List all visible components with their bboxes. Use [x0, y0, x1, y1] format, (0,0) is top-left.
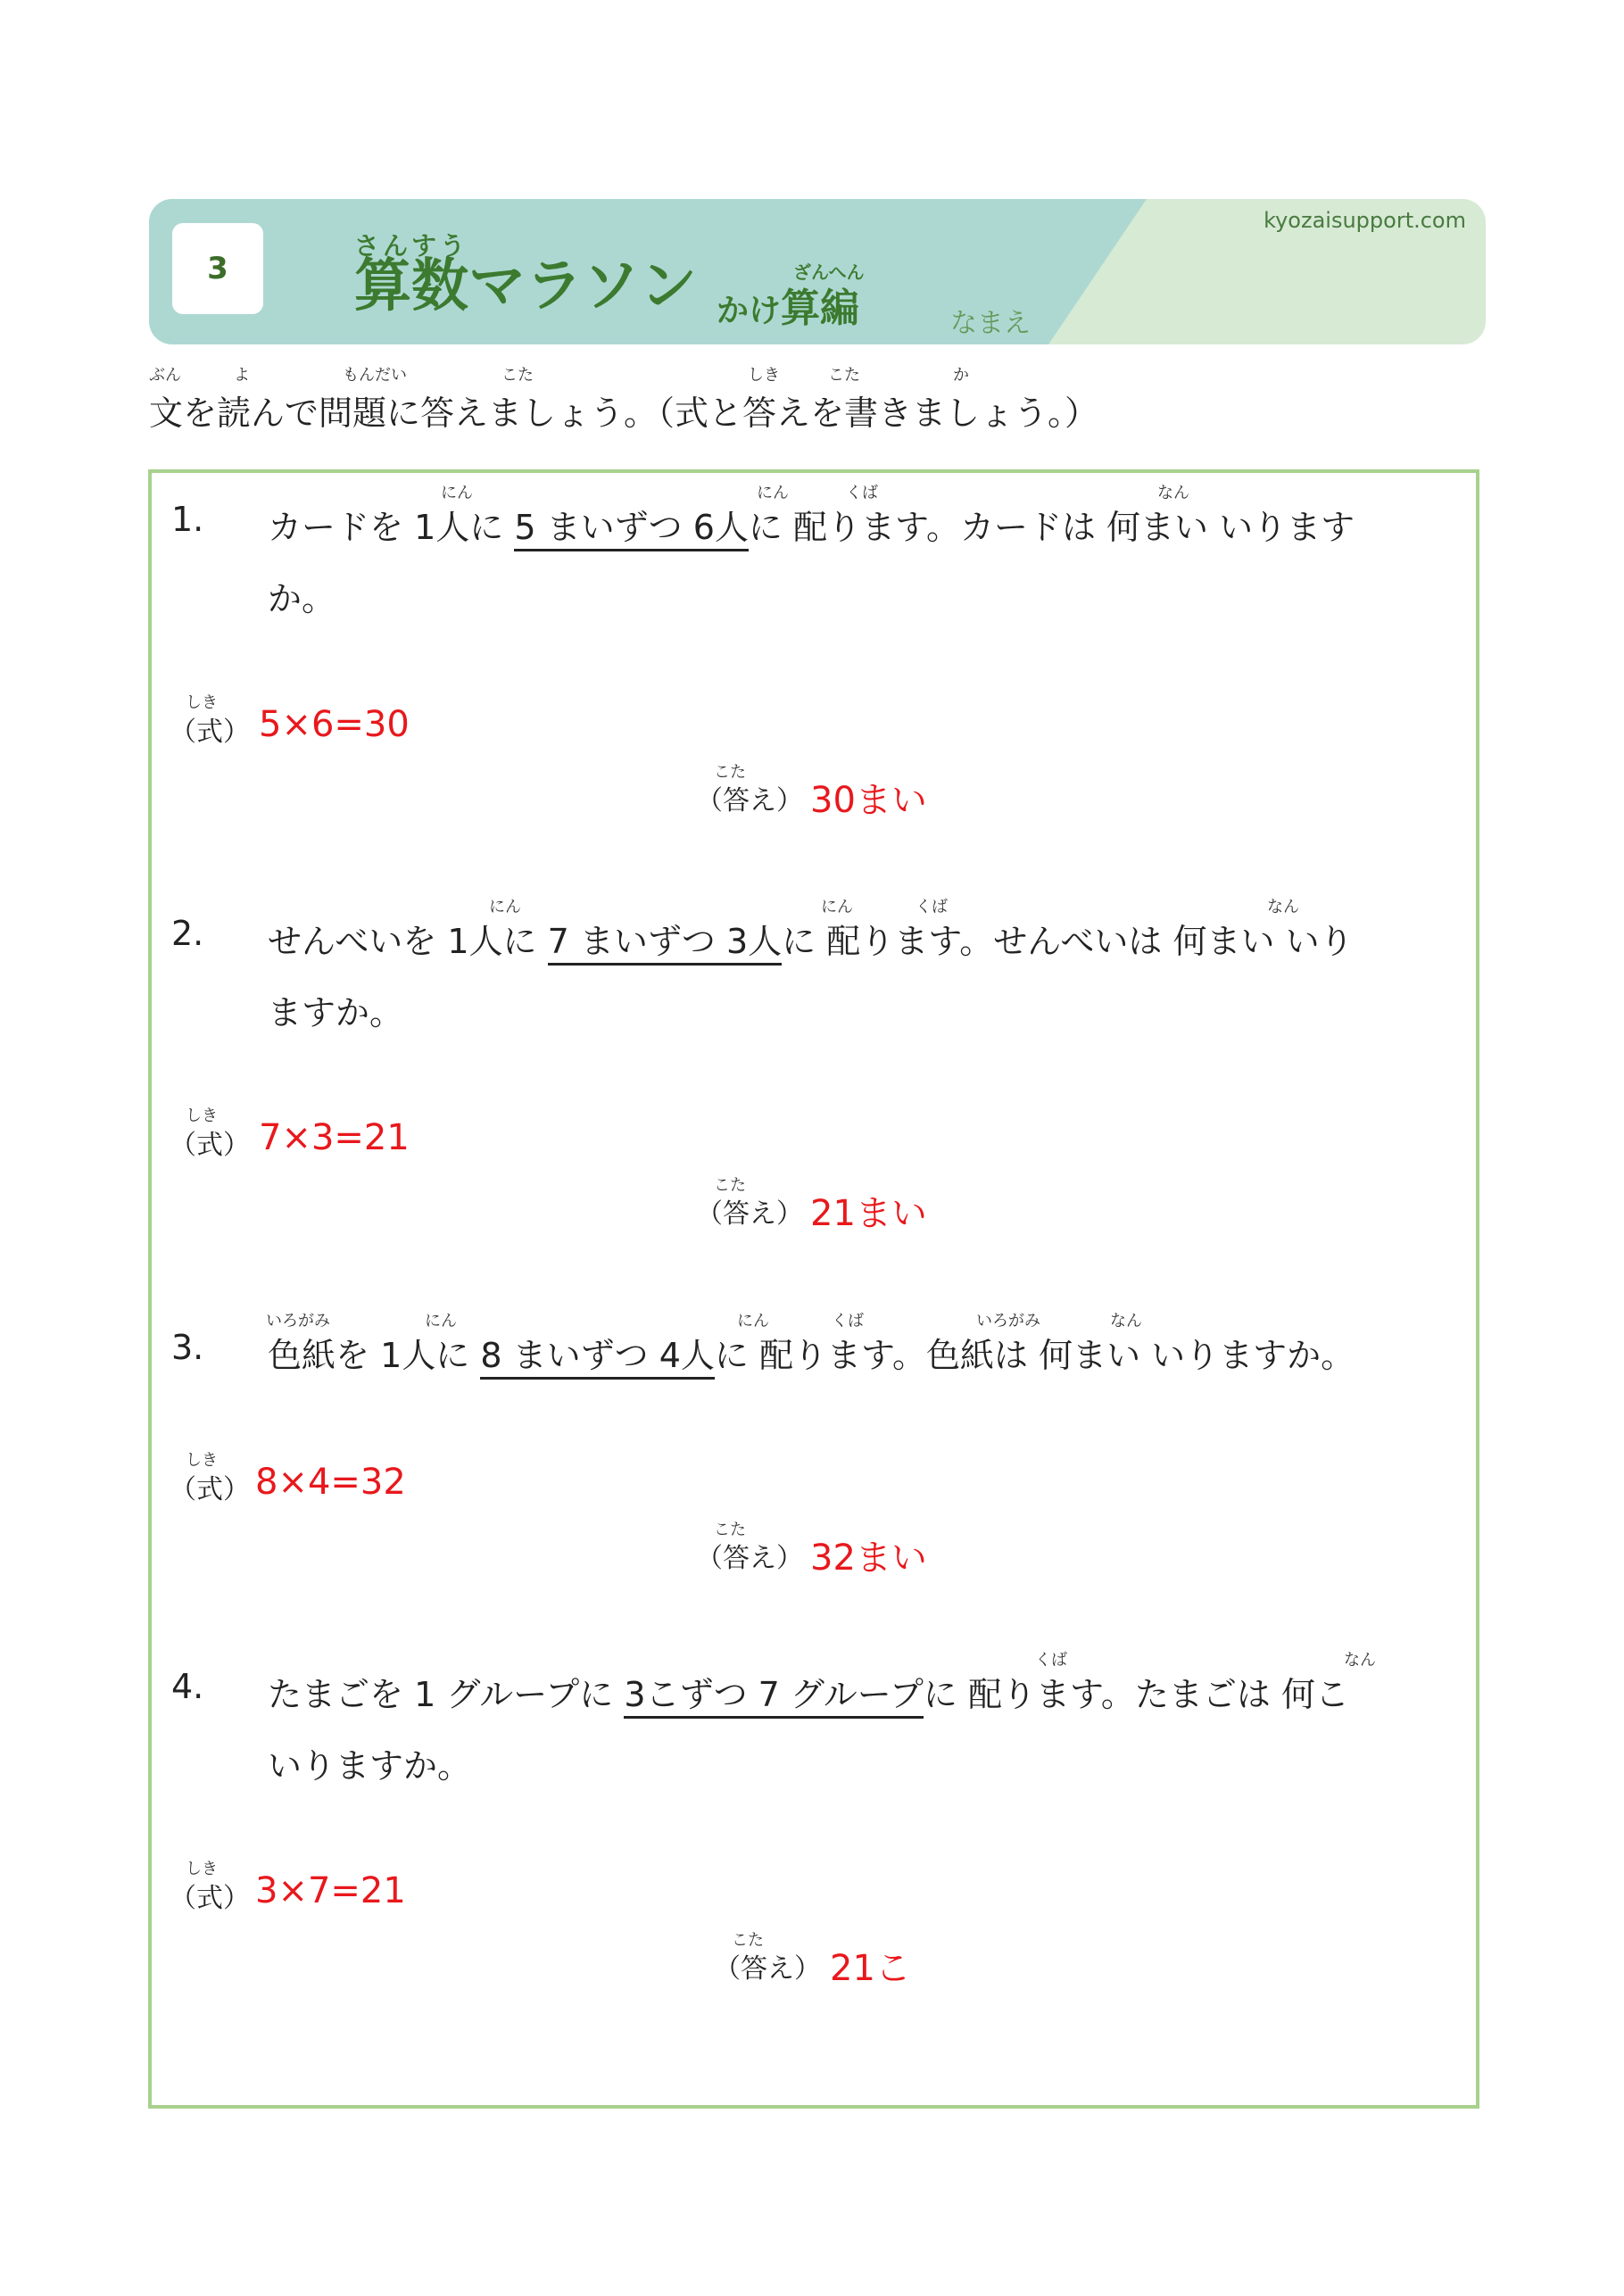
ruby-irogami: いろがみ — [266, 1312, 330, 1330]
question-text-line2: いりますか。 — [268, 1746, 472, 1786]
answer-value: 21こ — [830, 1948, 911, 1989]
ruby-nin: にん — [489, 898, 521, 916]
formula-answer: 3×7=21 — [255, 1870, 406, 1911]
shiki-ruby: しき — [186, 1451, 218, 1470]
page-title: 算数マラソン — [354, 253, 697, 319]
kotae-ruby: こた — [714, 1521, 746, 1539]
ruby-nin: にん — [441, 484, 473, 502]
answer-value: 32まい — [810, 1538, 927, 1579]
instruction-ruby: ぶん — [149, 366, 181, 385]
kotae-label: （答え） — [696, 1198, 803, 1230]
question-text: 色紙を 1人に 8 まいずつ 4人に 配ります。色紙は 何まい いりますか。 — [268, 1328, 1355, 1377]
underlined-amount: 5 まいずつ — [514, 508, 692, 551]
answer-value: 21まい — [810, 1193, 927, 1234]
instruction-ruby: よ — [234, 366, 250, 385]
question-number: 3. — [171, 1328, 204, 1367]
ruby-irogami: いろがみ — [976, 1312, 1040, 1330]
question-text: たまごを 1 グループに 3こずつ 7 グループに 配ります。たまごは 何こ — [268, 1667, 1349, 1716]
underlined-people: 6人 — [693, 508, 749, 551]
shiki-ruby: しき — [186, 693, 218, 712]
subtitle-main: 算編 — [781, 286, 860, 331]
subtitle-ruby: ざんへん — [793, 261, 865, 283]
title-ruby: さんすう — [354, 231, 469, 261]
kotae-label: （答え） — [714, 1953, 821, 1985]
instruction-ruby: こた — [501, 366, 534, 385]
instruction-text: 文を読んで問題に答えましょう。（式と答えを書きましょう。） — [149, 394, 1099, 433]
underlined-amount: 3こずつ — [624, 1675, 758, 1719]
shiki-ruby: しき — [186, 1107, 218, 1125]
ruby-nan: なん — [1157, 484, 1189, 502]
question-number: 4. — [171, 1667, 204, 1706]
shiki-ruby: しき — [186, 1860, 218, 1878]
ruby-nin: にん — [737, 1312, 769, 1330]
site-url: kyozaisupport.com — [1264, 208, 1466, 233]
answer-value: 30まい — [810, 780, 927, 821]
question-text-line2: か。 — [268, 579, 336, 618]
instruction-ruby: しき — [748, 366, 780, 385]
kotae-ruby: こた — [714, 763, 746, 782]
ruby-nan: なん — [1110, 1312, 1142, 1330]
kotae-label: （答え） — [696, 1543, 803, 1574]
underlined-groups: 7 グループ — [758, 1675, 924, 1719]
question-number: 2. — [171, 914, 204, 953]
ruby-kuba: くば — [846, 484, 878, 502]
underlined-people: 4人 — [659, 1336, 715, 1380]
ruby-nan: なん — [1267, 898, 1299, 916]
ruby-kuba: くば — [832, 1312, 864, 1330]
ruby-kuba: くば — [916, 898, 948, 916]
instruction-ruby: こた — [828, 366, 860, 385]
shiki-label: （式） — [170, 717, 250, 748]
formula-answer: 7×3=21 — [259, 1117, 410, 1158]
ruby-nin: にん — [821, 898, 853, 916]
subtitle-prefix: かけ — [717, 293, 782, 329]
formula-answer: 8×4=32 — [255, 1462, 406, 1503]
underlined-amount: 7 まいずつ — [548, 922, 726, 966]
worksheet-number: 3 — [172, 223, 263, 314]
question-text: せんべいを 1人に 7 まいずつ 3人に 配ります。せんべいは 何まい いり — [268, 914, 1354, 963]
shiki-label: （式） — [170, 1474, 250, 1505]
kotae-label: （答え） — [696, 785, 803, 816]
ruby-kuba: くば — [1035, 1651, 1067, 1670]
formula-answer: 5×6=30 — [259, 704, 410, 745]
subtitle — [717, 276, 859, 333]
ruby-nin: にん — [425, 1312, 457, 1330]
worksheet-header — [149, 199, 1486, 344]
instruction-ruby: か — [953, 366, 969, 385]
question-text: カードを 1人に 5 まいずつ 6人に 配ります。カードは 何まい いります — [268, 500, 1355, 549]
shiki-label: （式） — [170, 1883, 250, 1914]
underlined-people: 3人 — [726, 922, 782, 966]
question-text-line2: ますか。 — [268, 993, 404, 1032]
instruction-ruby: もんだい — [343, 366, 407, 385]
shiki-label: （式） — [170, 1130, 250, 1161]
name-label: なまえ — [950, 308, 1031, 339]
ruby-nan: なん — [1344, 1651, 1376, 1670]
kotae-ruby: こた — [714, 1176, 746, 1195]
question-number: 1. — [171, 500, 204, 539]
kotae-ruby: こた — [732, 1931, 764, 1950]
ruby-nin: にん — [757, 484, 789, 502]
underlined-amount: 8 まいずつ — [480, 1336, 659, 1380]
